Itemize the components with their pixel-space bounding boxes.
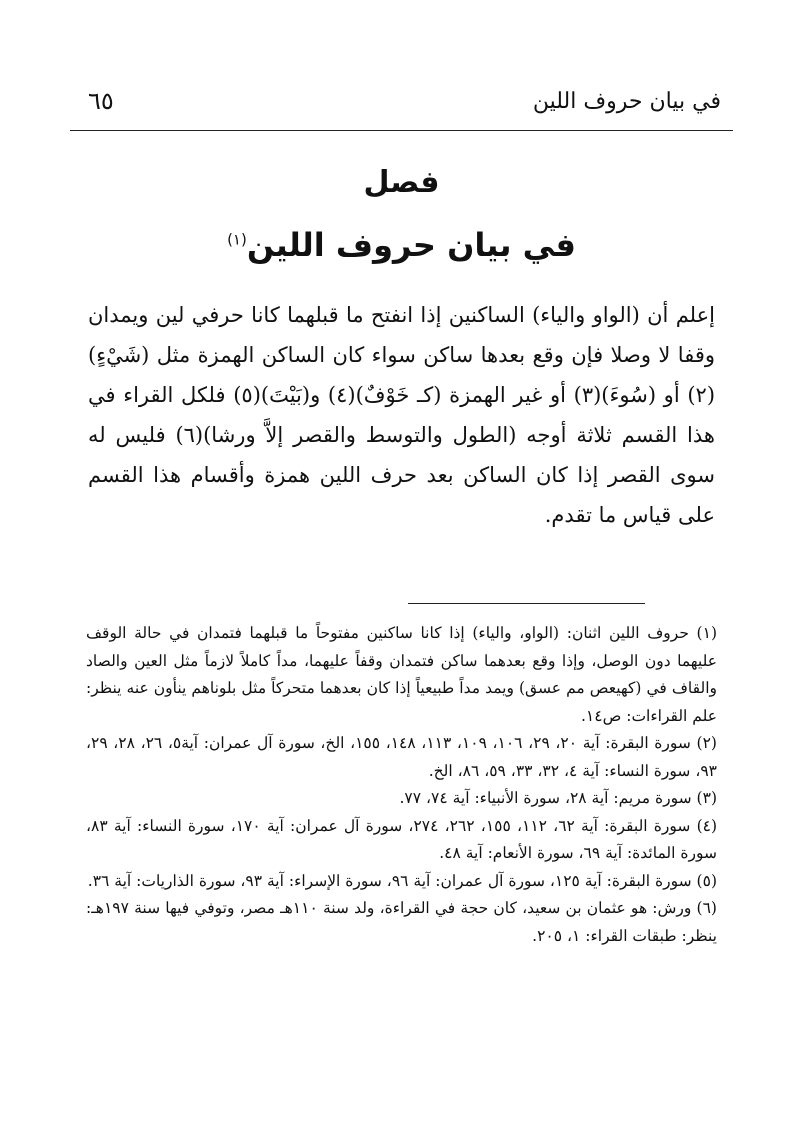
section-subtitle	[0, 226, 803, 264]
page-number: ٦٥	[88, 87, 114, 115]
section-subtitle-text: في بيان حروف اللين	[246, 226, 576, 264]
body-text	[88, 295, 715, 535]
footnote-2: (٢) سورة البقرة: آية ٢٠، ٢٩، ١٠٦، ١٠٩، ١١٣، ١٤٨، ١٥٥، الخ، سورة آل عمران: آية٥، ٢٦، ٢٨، ٢٩، ٩٣، سورة النساء: آية ٤، ٣٢، ٣٣، ٥٩، ٨٦، الخ.	[86, 734, 717, 780]
footnote-1: (١) حروف اللين اثنان: (الواو، والياء) إذا كانا ساكنين مفتوحاً ما قبلهما فتمدان في حالة الوقف عليهما دون الوصل، وإذا وقع بعدهما ساكن فتمدان وقفاً عليهما، مداً كاملاً لازماً مثل العين والصاد والقاف في (كهيعص مم عسق) ويمد مداً طبيعياً إذا كان بعدهما متحركاً مثل بلوناهم ينأون عنه ينظر: علم القراءات: ص١٤.	[86, 624, 717, 725]
footnote-3: (٣) سورة مريم: آية ٢٨، سورة الأنبياء: آية ٧٤، ٧٧.	[399, 789, 717, 807]
footnote-4: (٤) سورة البقرة: آية ٦٢، ١١٢، ١٥٥، ٢٦٢، ٢٧٤، سورة آل عمران: آية ١٧٠، سورة النساء: آية ٨٣، سورة المائدة: آية ٦٩، سورة الأنعام: آية ٤٨.	[86, 816, 718, 862]
body-paragraph: إعلم أن (الواو والياء) الساكنين إذا انفتح ما قبلهما كانا حرفي لين ويمدان وقفا لا وصلا فإن وقع بعدها ساكن سواء كان الساكن الهمزة مثل (شَيْءٍ)(٢) أو (سُوءَ)(٣) أو غير الهمزة (كـ خَوْفٌ)(٤) و(بَيْتَ)(٥) فلكل القراء في هذا القسم ثلاثة أوجه (الطول والتوسط والقصر إلاَّ ورشا)(٦) فليس له سوى القصر إذا كان الساكن بعد حرف اللين همزة وأقسام هذا القسم على قياس ما تقدم.	[88, 303, 716, 527]
footnote-separator	[408, 603, 645, 604]
running-title: في بيان حروف اللين	[532, 89, 721, 114]
footnote-marker: (١)	[227, 230, 247, 249]
footnotes	[86, 620, 717, 950]
section-title: فصل	[363, 165, 440, 200]
header-rule	[70, 130, 733, 131]
footnote-6: (٦) ورش: هو عثمان بن سعيد، كان حجة في القراءة، ولد سنة ١١٠هـ مصر، وتوفي فيها سنة ١٩٧هـ: ينظر: طبقات القراء: ١، ٢٠٥.	[86, 899, 717, 945]
footnote-5: (٥) سورة البقرة: آية ١٢٥، سورة آل عمران: آية ٩٦، سورة الإسراء: آية ٩٣، سورة الذاريات: آية ٣٦.	[87, 871, 717, 890]
page-header	[70, 85, 733, 125]
